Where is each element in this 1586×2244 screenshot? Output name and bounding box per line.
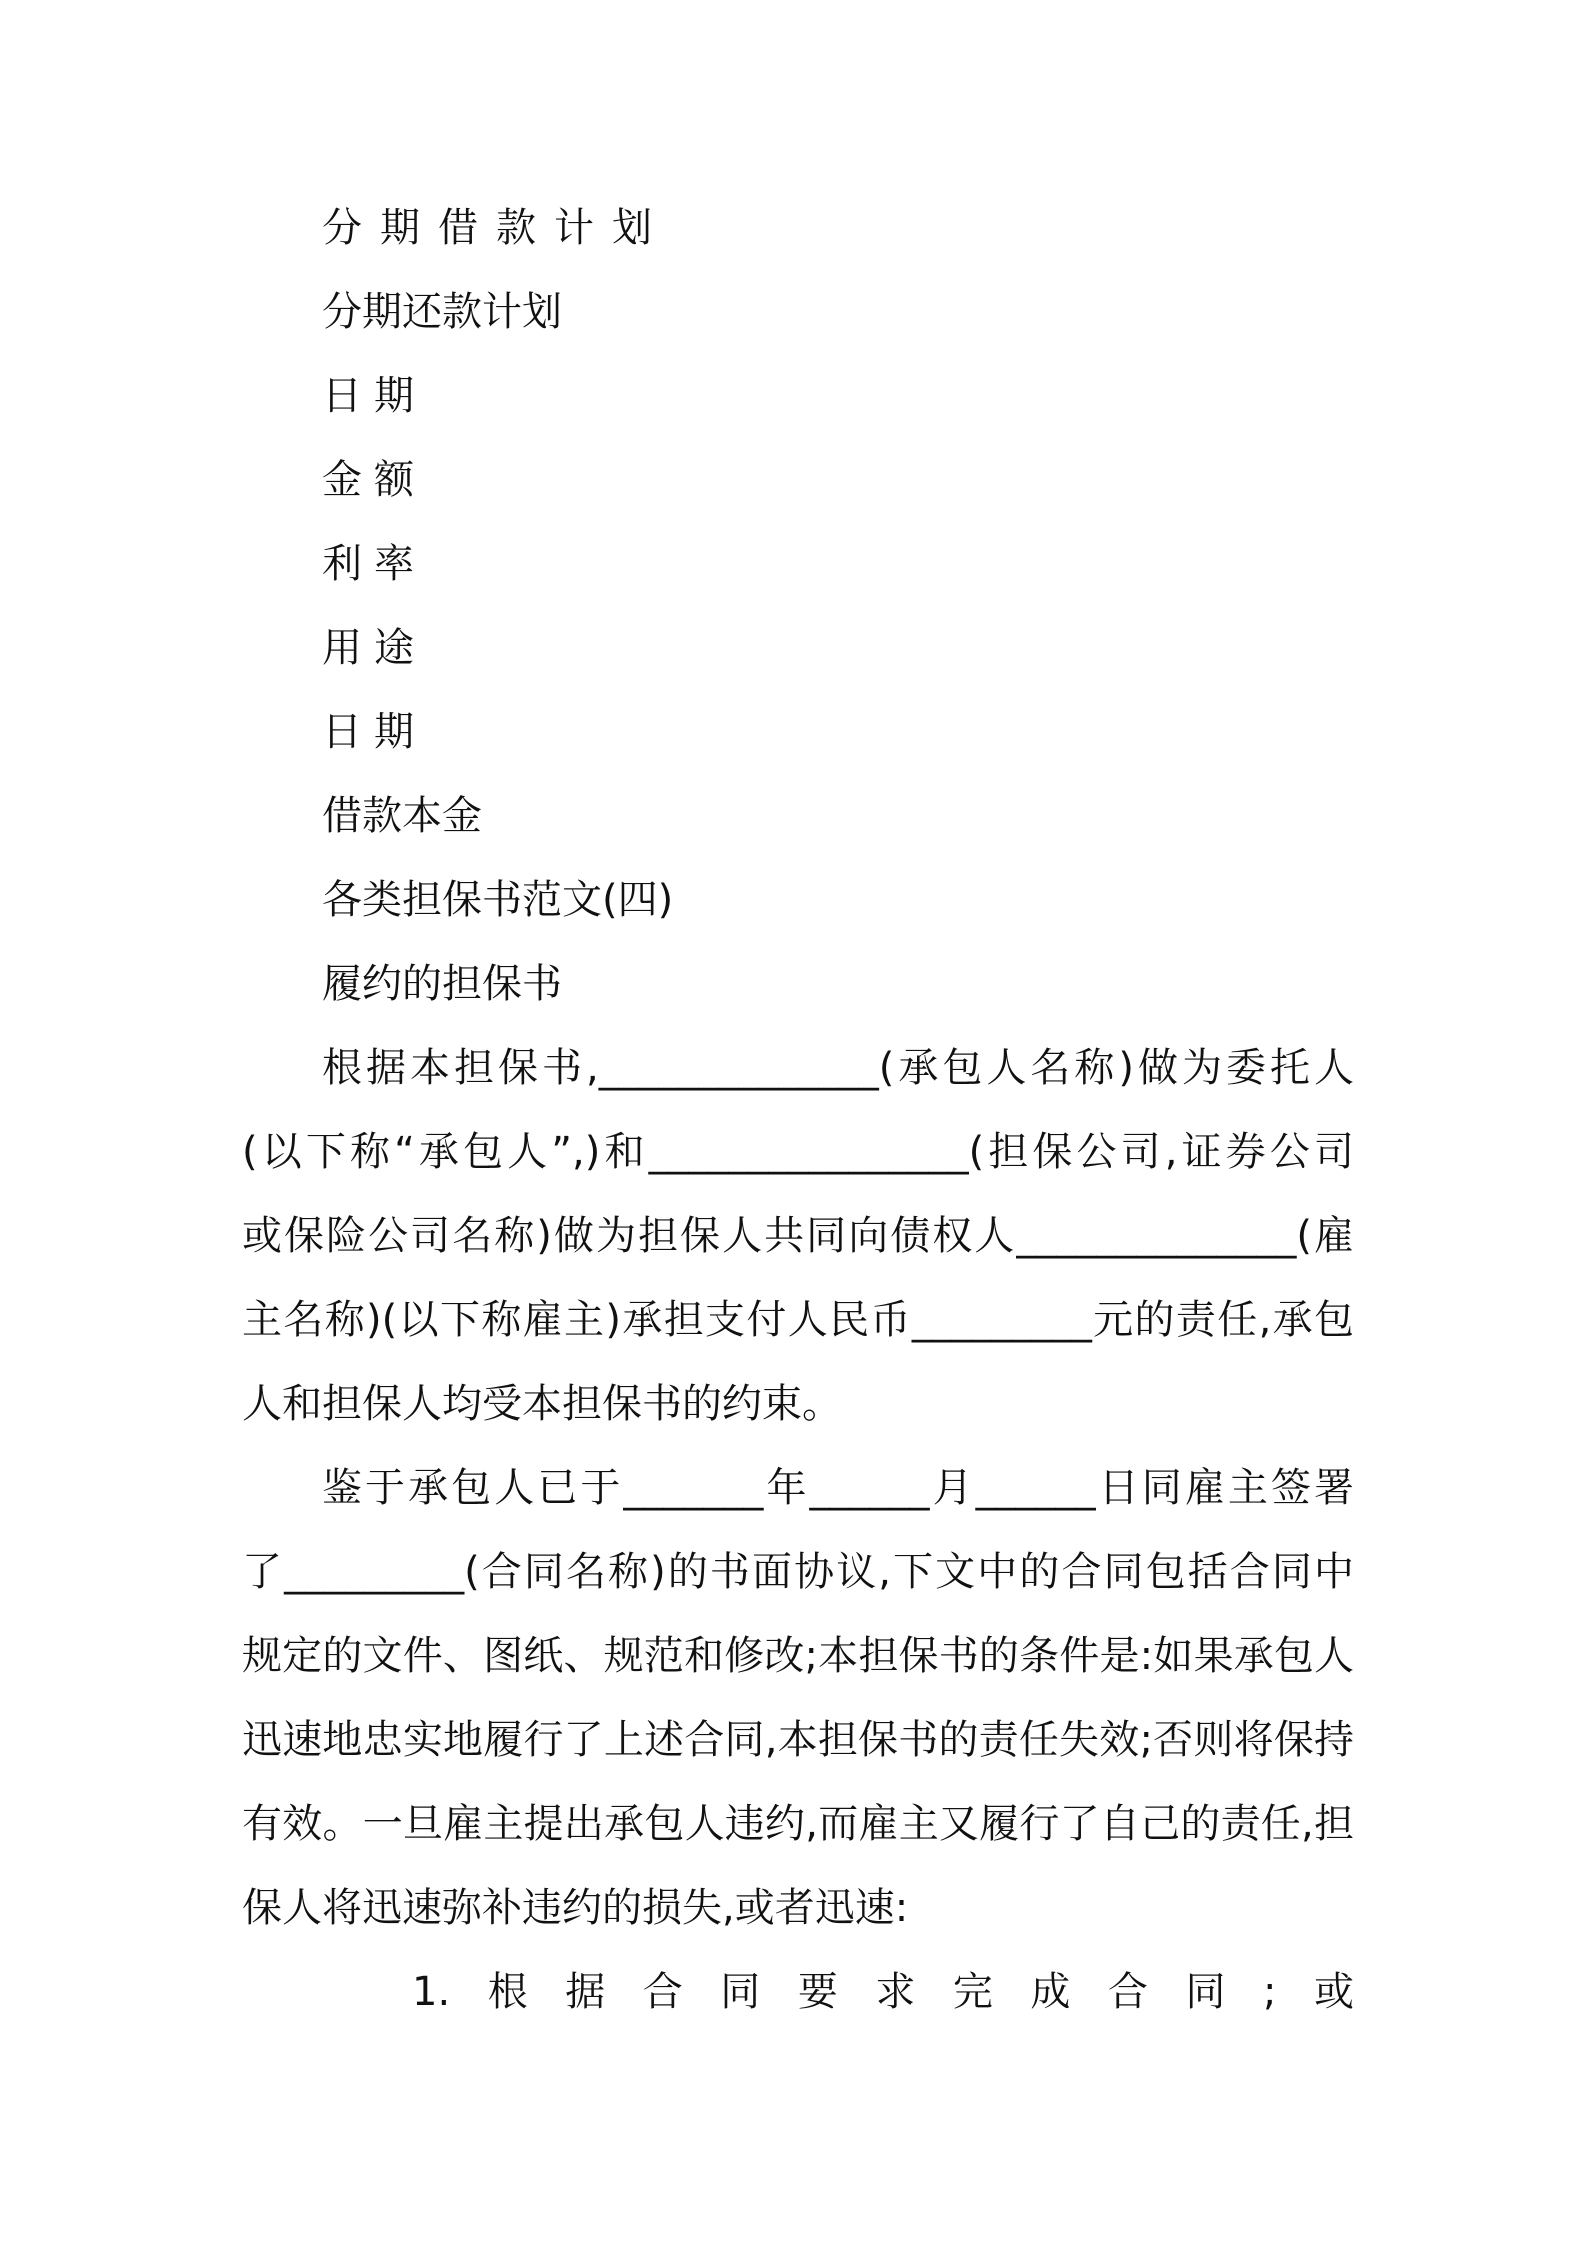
principal-label: 借款本金	[322, 793, 482, 839]
plan-title: 分期借款计划	[322, 205, 670, 251]
paragraph2-line2: 了_________(合同名称)的书面协议,下文中的合同包括合同中	[242, 1549, 1354, 1595]
date-label-2: 日期	[322, 709, 426, 755]
paragraph1-line4: 主名称)(以下称雇主)承担支付人民币_________元的责任,承包	[242, 1297, 1354, 1343]
paragraph2-line3: 规定的文件、图纸、规范和修改;本担保书的条件是:如果承包人	[242, 1633, 1354, 1679]
paragraph1-line3: 或保险公司名称)做为担保人共同向债权人______________(雇	[242, 1213, 1354, 1259]
date-label-1: 日期	[322, 373, 426, 419]
purpose-label: 用途	[322, 625, 426, 671]
paragraph2-line5: 有效。一旦雇主提出承包人违约,而雇主又履行了自己的责任,担	[242, 1801, 1354, 1847]
repay-plan-title: 分期还款计划	[322, 289, 562, 335]
rate-label: 利率	[322, 541, 426, 587]
list-item-1: 1.根据合同要求完成合同;或	[412, 1969, 1354, 2015]
paragraph2-line6: 保人将迅速弥补违约的损失,或者迅速:	[242, 1885, 909, 1931]
paragraph1-line2: (以下称“承包人”,)和________________(担保公司,证券公司	[242, 1129, 1354, 1175]
paragraph2-line4: 迅速地忠实地履行了上述合同,本担保书的责任失效;否则将保持	[242, 1717, 1354, 1763]
sample-title: 各类担保书范文(四)	[322, 877, 674, 923]
paragraph1-line5: 人和担保人均受本担保书的约束。	[242, 1381, 842, 1427]
amount-label: 金额	[322, 457, 426, 503]
paragraph1-line1: 根据本担保书,______________(承包人名称)做为委托人	[322, 1045, 1354, 1091]
paragraph2-line1: 鉴于承包人已于_______年______月______日同雇主签署	[322, 1465, 1354, 1511]
performance-bond-title: 履约的担保书	[322, 961, 562, 1007]
